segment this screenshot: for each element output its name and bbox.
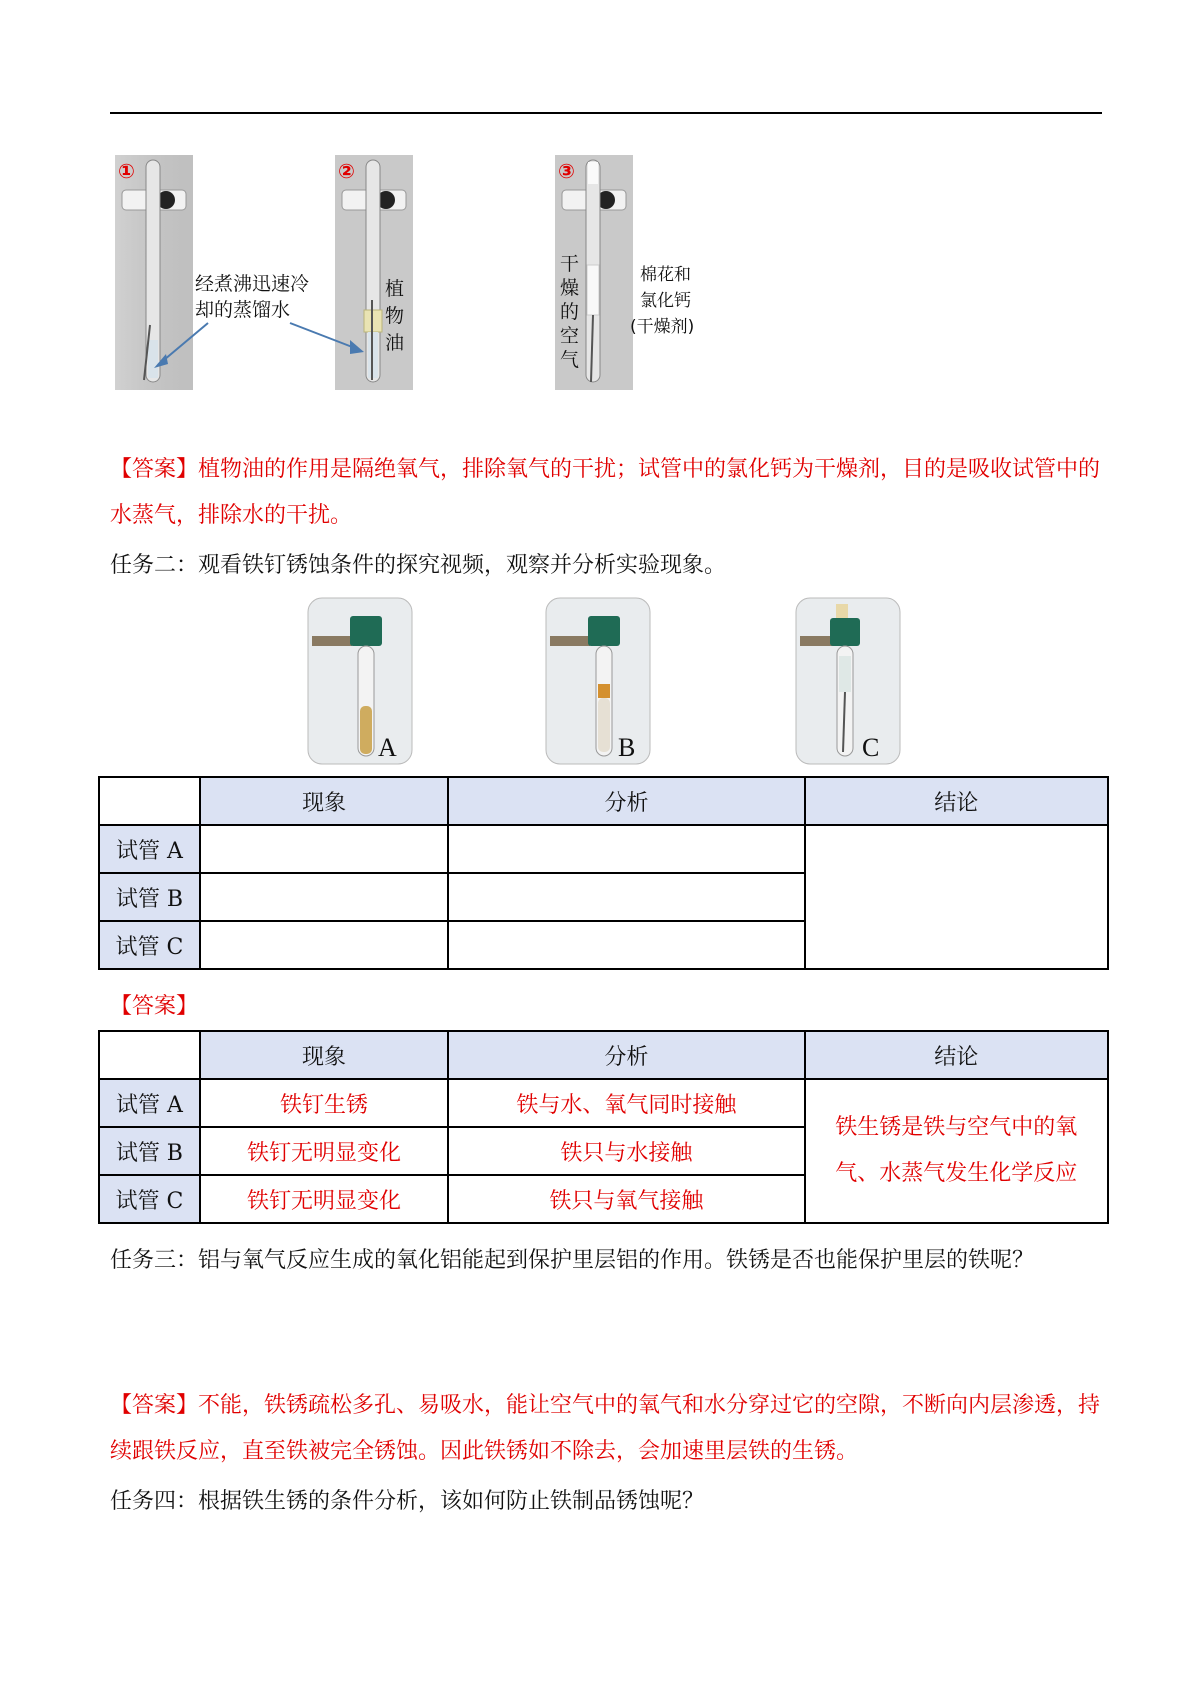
answer-3 bbox=[110, 1383, 1102, 1475]
answer-2-bracket: 【答案】 bbox=[110, 994, 199, 1019]
label-water-line1: 经煮沸迅速冷 bbox=[195, 273, 310, 295]
answer-1 bbox=[110, 447, 1102, 539]
table-answer-analysis-c: 铁只与氧气接触 bbox=[448, 1175, 804, 1223]
table-blank bbox=[98, 776, 1109, 970]
table-answer-header-conclusion: 结论 bbox=[805, 1031, 1108, 1079]
photo-tube-1 bbox=[115, 155, 193, 390]
header-rule bbox=[110, 112, 1102, 114]
task-4 bbox=[110, 1479, 1102, 1525]
answer-3-bracket: 【答案】 bbox=[110, 1393, 199, 1418]
table-blank-cell bbox=[448, 921, 804, 969]
task-3-text: 任务三：铝与氧气反应生成的氧化铝能起到保护里层铝的作用。铁锈是否也能保护里层的铁呢？ bbox=[110, 1248, 1035, 1273]
table-answer-conclusion bbox=[805, 1079, 1108, 1223]
table-answer-analysis-a: 铁与水、氧气同时接触 bbox=[448, 1079, 804, 1127]
label-c: C bbox=[862, 733, 880, 762]
label-dry-5: 气 bbox=[560, 349, 580, 371]
figure-experiment-setup bbox=[110, 150, 695, 395]
table-answer-analysis-b: 铁只与水接触 bbox=[448, 1127, 804, 1175]
table-blank-header-phenomenon: 现象 bbox=[200, 777, 449, 825]
badge-1: ① bbox=[118, 159, 135, 183]
answer-2 bbox=[110, 984, 1102, 1030]
table-blank-header-conclusion: 结论 bbox=[805, 777, 1108, 825]
label-oil-3: 油 bbox=[385, 332, 405, 354]
label-dry-4: 空 bbox=[560, 325, 580, 347]
badge-3: ③ bbox=[558, 159, 575, 183]
table-answer-conclusion-line1: 铁生锈是铁与空气中的氧 bbox=[835, 1115, 1078, 1140]
figure-rust-results bbox=[300, 596, 920, 768]
label-oil-1: 植 bbox=[385, 278, 405, 300]
label-cotton-2: 氯化钙 bbox=[640, 291, 691, 311]
table-blank-cell bbox=[200, 873, 449, 921]
badge-2: ② bbox=[338, 159, 355, 183]
table-blank-cell bbox=[448, 825, 804, 873]
task-2-text: 任务二：观看铁钉锈蚀条件的探究视频，观察并分析实验现象。 bbox=[110, 553, 727, 578]
label-dry-3: 的 bbox=[560, 301, 580, 323]
answer-3-text: 不能，铁锈疏松多孔、易吸水，能让空气中的氧气和水分穿过它的空隙，不断向内层渗透，持续跟铁反应，直至铁被完全锈蚀。因此铁锈如不除去，会加速里层铁的生锈。 bbox=[110, 1393, 1101, 1464]
table-blank-cell bbox=[448, 873, 804, 921]
table-blank-conclusion-cell bbox=[805, 825, 1108, 969]
table-blank-row-a: 试管 A bbox=[99, 825, 200, 873]
table-blank-cell bbox=[200, 921, 449, 969]
task-4-text: 任务四：根据铁生锈的条件分析，该如何防止铁制品锈蚀呢？ bbox=[110, 1489, 705, 1514]
table-answer bbox=[98, 1030, 1109, 1224]
label-oil-2: 物 bbox=[385, 305, 405, 327]
table-answer-phenomenon-a: 铁钉生锈 bbox=[200, 1079, 448, 1127]
table-blank-row-c: 试管 C bbox=[99, 921, 200, 969]
photo-tube-c bbox=[796, 598, 900, 764]
table-answer-phenomenon-c: 铁钉无明显变化 bbox=[200, 1175, 448, 1223]
photo-tube-2 bbox=[335, 155, 413, 390]
photo-tube-b bbox=[546, 598, 650, 764]
table-answer-corner bbox=[99, 1031, 200, 1079]
table-answer-phenomenon-b: 铁钉无明显变化 bbox=[200, 1127, 448, 1175]
table-answer-header-analysis: 分析 bbox=[448, 1031, 804, 1079]
table-blank-row-b: 试管 B bbox=[99, 873, 200, 921]
task-3 bbox=[110, 1238, 1102, 1284]
table-answer-row-a: 试管 A bbox=[99, 1079, 200, 1127]
label-dry-1: 干 bbox=[560, 253, 580, 275]
label-water-line2: 却的蒸馏水 bbox=[195, 299, 291, 321]
table-answer-header-phenomenon: 现象 bbox=[200, 1031, 448, 1079]
photo-tube-a bbox=[308, 598, 412, 764]
label-cotton-1: 棉花和 bbox=[640, 265, 691, 285]
table-blank-cell bbox=[200, 825, 449, 873]
task-2 bbox=[110, 543, 1102, 589]
table-blank-corner bbox=[99, 777, 200, 825]
table-answer-row-c: 试管 C bbox=[99, 1175, 200, 1223]
label-cotton-3: (干燥剂) bbox=[630, 317, 695, 337]
label-a: A bbox=[378, 733, 397, 762]
table-answer-conclusion-line2: 气、水蒸气发生化学反应 bbox=[835, 1161, 1078, 1186]
answer-1-text: 植物油的作用是隔绝氧气，排除氧气的干扰；试管中的氯化钙为干燥剂，目的是吸收试管中的水蒸气，排除水的干扰。 bbox=[110, 457, 1101, 528]
label-b: B bbox=[618, 733, 636, 762]
table-blank-header-analysis: 分析 bbox=[448, 777, 804, 825]
table-answer-row-b: 试管 B bbox=[99, 1127, 200, 1175]
label-dry-2: 燥 bbox=[560, 277, 580, 299]
answer-1-bracket: 【答案】 bbox=[110, 457, 199, 482]
